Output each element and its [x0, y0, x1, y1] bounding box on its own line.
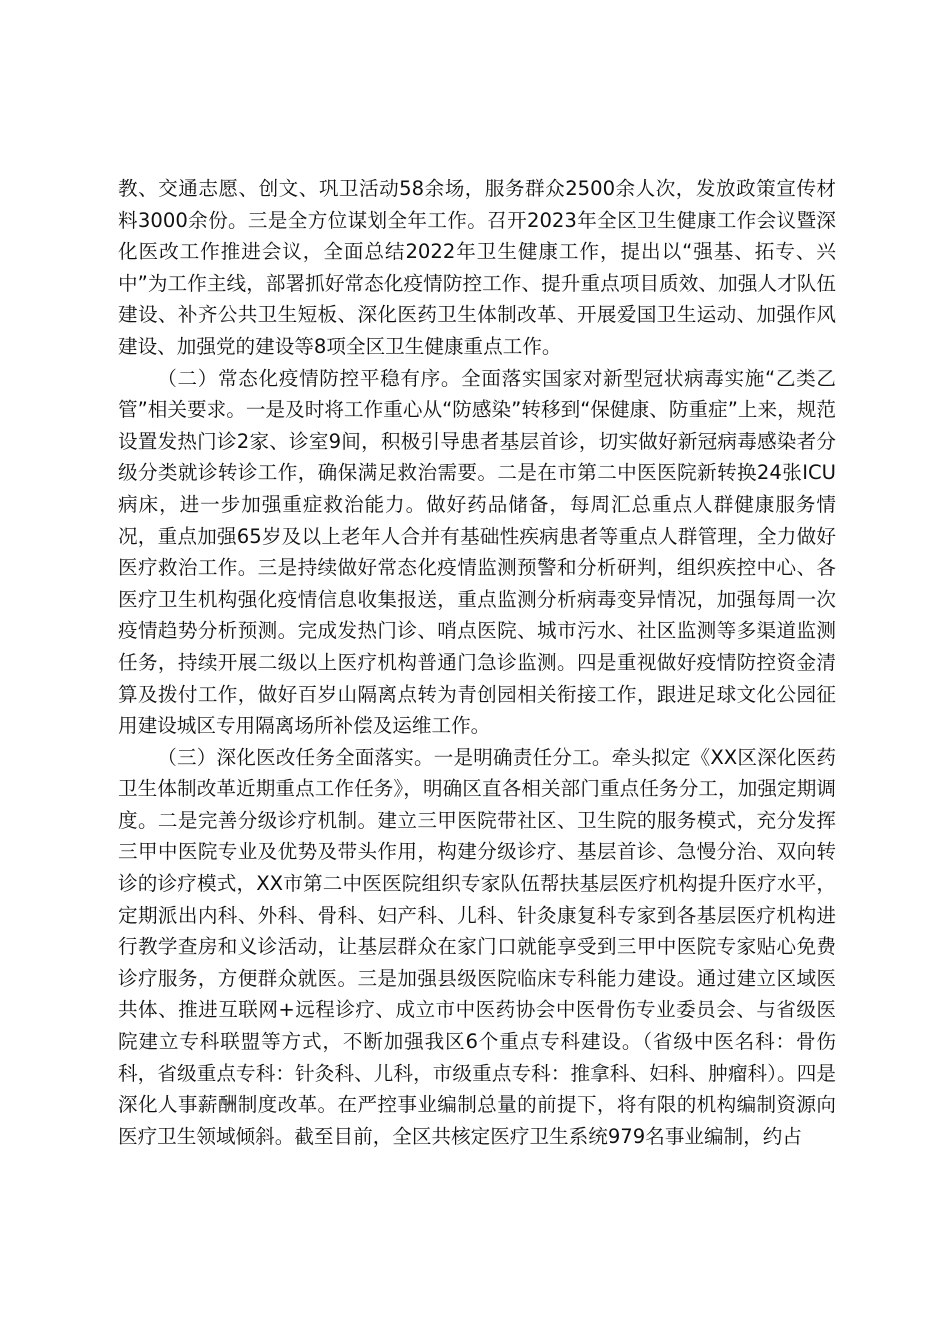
- paragraph-continued: 教、交通志愿、创文、巩卫活动58余场，服务群众2500余人次，发放政策宣传材料3000余份。三是全方位谋划全年工作。召开2023年全区卫生健康工作会议暨深化医改工作推进会议，全面总结2022年卫生健康工作，提出以“强基、拓专、兴中”为工作主线，部署抓好常态化疫情防控工作、提升重点项目质效、加强人才队伍建设、补齐公共卫生短板、深化医药卫生体制改革、开展爱国卫生运动、加强作风建设、加强党的建设等8项全区卫生健康重点工作。: [118, 177, 836, 358]
- paragraph-medical-reform: （三）深化医改任务全面落实。一是明确责任分工。牵头拟定《XX区深化医药卫生体制改革近期重点工作任务》，明确区直各相关部门重点任务分工，加强定期调度。二是完善分级诊疗机制。建立三甲医院带社区、卫生院的服务模式，充分发挥三甲中医院专业及优势及带头作用，构建分级诊疗、基层首诊、急慢分治、双向转诊的诊疗模式，XX市第二中医医院组织专家队伍帮扶基层医疗机构提升医疗水平，定期派出内科、外科、骨科、妇产科、儿科、针灸康复科专家到各基层医疗机构进行教学查房和义诊活动，让基层群众在家门口就能享受到三甲中医院专家贴心免费诊疗服务，方便群众就医。三是加强县级医院临床专科能力建设。通过建立区域医共体、推进互联网+远程诊疗、成立市中医药协会中医骨伤专业委员会、与省级医院建立专科联盟等方式，不断加强我区6个重点专科建设。（省级中医名科：骨伤科，省级重点专科：针灸科、儿科，市级重点专科：推拿科、妇科、肿瘤科）。四是深化人事薪酬制度改革。在严控事业编制总量的前提下，将有限的机构编制资源向医疗卫生领域倾斜。截至目前，全区共核定医疗卫生系统979名事业编制，约占: [118, 745, 836, 1148]
- document-body: [118, 173, 836, 1152]
- paragraph-epidemic-prevention: （二）常态化疫情防控平稳有序。全面落实国家对新型冠状病毒实施“乙类乙管”相关要求。一是及时将工作重心从“防感染”转移到“保健康、防重症”上来，规范设置发热门诊2家、诊室9间，积极引导患者基层首诊，切实做好新冠病毒感染者分级分类就诊转诊工作，确保满足救治需要。二是在市第二中医医院新转换24张ICU病床，进一步加强重症救治能力。做好药品储备，每周汇总重点人群健康服务情况，重点加强65岁及以上老年人合并有基础性疾病患者等重点人群管理，全力做好医疗救治工作。三是持续做好常态化疫情监测预警和分析研判，组织疾控中心、各医疗卫生机构强化疫情信息收集报送，重点监测分析病毒变异情况，加强每周一次疫情趋势分析预测。完成发热门诊、哨点医院、城市污水、社区监测等多渠道监测任务，持续开展二级以上医疗机构普通门急诊监测。四是重视做好疫情防控资金清算及拨付工作，做好百岁山隔离点转为青创园相关衔接工作，跟进足球文化公园征用建设城区专用隔离场所补偿及运维工作。: [118, 366, 836, 738]
